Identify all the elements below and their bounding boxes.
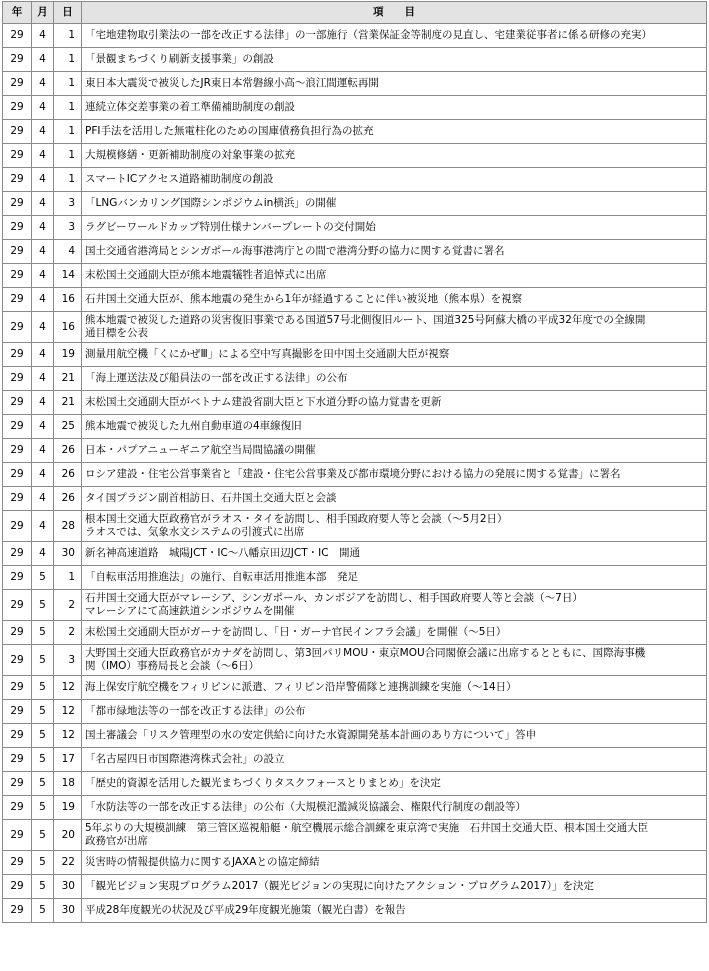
item-cell — [82, 851, 707, 875]
table-row — [3, 875, 707, 899]
day-cell: 16 — [54, 312, 82, 343]
month-cell: 4 — [32, 144, 54, 168]
month-cell: 4 — [32, 96, 54, 120]
item-text-line: 「自転車活用推進法」の施行、自転車活用推進本部 発足 — [85, 571, 358, 583]
item-text-line: 大野国土交通大臣政務官がカナダを訪問し、第3回パリMOU・東京MOU合同閣僚会議に出席するとともに、国際海事機 — [85, 647, 646, 659]
day-cell: 1 — [54, 168, 82, 192]
month-cell: 5 — [32, 700, 54, 724]
table-row — [3, 796, 707, 820]
year-cell: 29 — [3, 590, 32, 621]
month-cell: 4 — [32, 264, 54, 288]
day-cell: 14 — [54, 264, 82, 288]
month-cell: 5 — [32, 875, 54, 899]
item-cell — [82, 772, 707, 796]
item-cell — [82, 511, 707, 542]
year-cell: 29 — [3, 48, 32, 72]
item-cell — [82, 24, 707, 48]
day-cell: 22 — [54, 851, 82, 875]
day-cell: 1 — [54, 72, 82, 96]
table-row — [3, 192, 707, 216]
year-cell: 29 — [3, 120, 32, 144]
item-cell — [82, 415, 707, 439]
month-cell: 4 — [32, 511, 54, 542]
item-cell — [82, 439, 707, 463]
item-cell — [82, 590, 707, 621]
chronology-table — [2, 1, 707, 923]
table-row — [3, 312, 707, 343]
item-text-line: 政務官が出席 — [85, 835, 148, 847]
month-cell: 5 — [32, 899, 54, 923]
item-cell — [82, 391, 707, 415]
day-cell: 28 — [54, 511, 82, 542]
month-cell: 4 — [32, 240, 54, 264]
day-cell: 1 — [54, 144, 82, 168]
month-cell: 4 — [32, 439, 54, 463]
month-cell: 4 — [32, 391, 54, 415]
month-cell: 4 — [32, 487, 54, 511]
item-cell — [82, 724, 707, 748]
item-text-line: 「都市緑地法等の一部を改正する法律」の公布 — [85, 705, 306, 717]
item-text-line: 末松国土交通副大臣がベトナム建設省副大臣と下水道分野の協力覚書を更新 — [85, 396, 442, 408]
item-text-line: 「宅地建物取引業法の一部を改正する法律」の一部施行（営業保証金等制度の見直し、宅建業従事者に係る研修の充実） — [85, 29, 652, 41]
table-row — [3, 343, 707, 367]
table-row — [3, 700, 707, 724]
table-row — [3, 439, 707, 463]
table-row — [3, 72, 707, 96]
item-cell — [82, 120, 707, 144]
table-row — [3, 367, 707, 391]
item-cell — [82, 144, 707, 168]
table-row — [3, 415, 707, 439]
month-cell: 5 — [32, 772, 54, 796]
item-text-line: 日本・パプアニューギニア航空当局間協議の開催 — [85, 444, 316, 456]
month-cell: 4 — [32, 24, 54, 48]
month-cell: 4 — [32, 168, 54, 192]
day-cell: 3 — [54, 216, 82, 240]
year-cell: 29 — [3, 621, 32, 645]
day-cell: 20 — [54, 820, 82, 851]
table-row — [3, 391, 707, 415]
item-text-line: 国土審議会「リスク管理型の水の安定供給に向けた水資源開発基本計画のあり方について」答申 — [85, 729, 537, 741]
day-cell: 1 — [54, 96, 82, 120]
year-cell: 29 — [3, 566, 32, 590]
item-text-line: 「歴史的資源を活用した観光まちづくりタスクフォースとりまとめ」を決定 — [85, 777, 441, 789]
day-cell: 19 — [54, 343, 82, 367]
year-cell: 29 — [3, 24, 32, 48]
item-cell — [82, 820, 707, 851]
year-cell: 29 — [3, 645, 32, 676]
table-row — [3, 899, 707, 923]
day-cell: 17 — [54, 748, 82, 772]
table-row — [3, 511, 707, 542]
month-cell: 5 — [32, 796, 54, 820]
item-cell — [82, 463, 707, 487]
month-cell: 5 — [32, 724, 54, 748]
table-row — [3, 144, 707, 168]
table-row — [3, 168, 707, 192]
year-cell: 29 — [3, 542, 32, 566]
item-text-line: 石井国土交通大臣がマレーシア、シンガポール、カンボジアを訪問し、相手国政府要人等と会談（〜7日） — [85, 592, 583, 604]
item-text-line: 連続立体交差事業の着工準備補助制度の創設 — [85, 101, 295, 113]
day-cell: 1 — [54, 24, 82, 48]
year-cell: 29 — [3, 851, 32, 875]
item-text-line: 通目標を公表 — [85, 327, 148, 339]
year-cell: 29 — [3, 748, 32, 772]
day-cell: 21 — [54, 391, 82, 415]
year-cell: 29 — [3, 439, 32, 463]
month-cell: 5 — [32, 621, 54, 645]
item-text-line: 熊本地震で被災した九州自動車道の4車線復旧 — [85, 420, 302, 432]
item-text-line: 「水防法等の一部を改正する法律」の公布（大規模氾濫減災協議会、権限代行制度の創設等） — [85, 801, 526, 813]
item-text-line: 測量用航空機「くにかぜⅢ」による空中写真撮影を田中国土交通副大臣が視察 — [85, 348, 450, 360]
month-cell: 4 — [32, 48, 54, 72]
year-cell: 29 — [3, 288, 32, 312]
day-cell: 12 — [54, 676, 82, 700]
table-row — [3, 96, 707, 120]
day-cell: 30 — [54, 899, 82, 923]
table-row — [3, 851, 707, 875]
month-cell: 4 — [32, 120, 54, 144]
year-cell: 29 — [3, 511, 32, 542]
day-cell: 18 — [54, 772, 82, 796]
table-row — [3, 487, 707, 511]
table-row — [3, 120, 707, 144]
item-cell — [82, 312, 707, 343]
day-cell: 1 — [54, 120, 82, 144]
item-text-line: 「名古屋四日市国際港湾株式会社」の設立 — [85, 753, 285, 765]
year-cell: 29 — [3, 216, 32, 240]
year-cell: 29 — [3, 676, 32, 700]
table-header-row — [3, 2, 707, 24]
table-row — [3, 590, 707, 621]
item-cell — [82, 700, 707, 724]
year-cell: 29 — [3, 312, 32, 343]
year-cell: 29 — [3, 700, 32, 724]
month-cell: 5 — [32, 645, 54, 676]
table-row — [3, 820, 707, 851]
year-cell: 29 — [3, 168, 32, 192]
item-text-line: タイ国プラジン副首相訪日、石井国土交通大臣と会談 — [85, 492, 337, 504]
year-cell: 29 — [3, 264, 32, 288]
year-cell: 29 — [3, 240, 32, 264]
day-cell: 21 — [54, 367, 82, 391]
item-text-line: 東日本大震災で被災したJR東日本常磐線小高〜浪江間運転再開 — [85, 77, 379, 89]
table-row — [3, 645, 707, 676]
year-cell: 29 — [3, 192, 32, 216]
day-cell: 3 — [54, 192, 82, 216]
month-cell: 4 — [32, 192, 54, 216]
item-text-line: スマートICアクセス道路補助制度の創設 — [85, 173, 274, 185]
item-text-line: 「海上運送法及び船員法の一部を改正する法律」の公布 — [85, 372, 348, 384]
table-row — [3, 621, 707, 645]
day-cell: 30 — [54, 542, 82, 566]
year-cell: 29 — [3, 487, 32, 511]
table-row — [3, 216, 707, 240]
month-cell: 4 — [32, 367, 54, 391]
item-cell — [82, 621, 707, 645]
table-row — [3, 676, 707, 700]
year-cell: 29 — [3, 343, 32, 367]
item-text-line: 新名神高速道路 城陽JCT・IC〜八幡京田辺JCT・IC 開通 — [85, 547, 361, 559]
day-cell: 26 — [54, 463, 82, 487]
day-cell: 26 — [54, 487, 82, 511]
item-cell — [82, 796, 707, 820]
day-cell: 26 — [54, 439, 82, 463]
table-row — [3, 748, 707, 772]
table-row — [3, 463, 707, 487]
year-cell: 29 — [3, 144, 32, 168]
year-cell: 29 — [3, 820, 32, 851]
item-text-line: 根本国土交通大臣政務官がラオス・タイを訪問し、相手国政府要人等と会談（〜5月2日） — [85, 513, 508, 525]
month-cell: 5 — [32, 820, 54, 851]
month-cell: 4 — [32, 463, 54, 487]
year-cell: 29 — [3, 772, 32, 796]
item-cell — [82, 168, 707, 192]
year-cell: 29 — [3, 415, 32, 439]
item-cell — [82, 240, 707, 264]
day-cell: 1 — [54, 48, 82, 72]
table-row — [3, 24, 707, 48]
month-cell: 4 — [32, 343, 54, 367]
header-item: 項 目 — [82, 2, 707, 24]
year-cell: 29 — [3, 724, 32, 748]
item-cell — [82, 72, 707, 96]
day-cell: 2 — [54, 621, 82, 645]
day-cell: 12 — [54, 700, 82, 724]
item-cell — [82, 875, 707, 899]
item-cell — [82, 899, 707, 923]
item-text-line: 災害時の情報提供協力に関するJAXAとの協定締結 — [85, 856, 320, 868]
month-cell: 5 — [32, 851, 54, 875]
day-cell: 4 — [54, 240, 82, 264]
item-cell — [82, 676, 707, 700]
year-cell: 29 — [3, 875, 32, 899]
item-text-line: 関（IMO）事務局長と会談（〜6日） — [85, 660, 260, 672]
table-row — [3, 724, 707, 748]
item-cell — [82, 48, 707, 72]
item-text-line: ロシア建設・住宅公営事業省と「建設・住宅公営事業及び都市環境分野における協力の発展に関する覚書」に署名 — [85, 468, 621, 480]
table-row — [3, 240, 707, 264]
day-cell: 3 — [54, 645, 82, 676]
year-cell: 29 — [3, 463, 32, 487]
header-day: 日 — [54, 2, 82, 24]
item-cell — [82, 542, 707, 566]
month-cell: 4 — [32, 72, 54, 96]
item-cell — [82, 264, 707, 288]
item-cell — [82, 192, 707, 216]
header-year: 年 — [3, 2, 32, 24]
item-text-line: ラグビーワールドカップ特別仕様ナンバープレートの交付開始 — [85, 221, 376, 233]
table-row — [3, 772, 707, 796]
day-cell: 1 — [54, 566, 82, 590]
item-text-line: 「景観まちづくり刷新支援事業」の創設 — [85, 53, 274, 65]
header-month: 月 — [32, 2, 54, 24]
item-cell — [82, 288, 707, 312]
item-cell — [82, 216, 707, 240]
item-text-line: 熊本地震で被災した道路の災害復旧事業である国道57号北側復旧ルート、国道325号阿蘇大橋の平成32年度での全線開 — [85, 314, 646, 326]
item-text-line: マレーシアにて高速鉄道シンポジウムを開催 — [85, 605, 295, 617]
item-cell — [82, 96, 707, 120]
item-text-line: 5年ぶりの大規模訓練 第三管区巡視船艇・航空機展示総合訓練を東京湾で実施 石井国土交通大臣、根本国土交通大臣 — [85, 822, 649, 834]
day-cell: 16 — [54, 288, 82, 312]
day-cell: 19 — [54, 796, 82, 820]
item-cell — [82, 748, 707, 772]
item-cell — [82, 487, 707, 511]
year-cell: 29 — [3, 367, 32, 391]
month-cell: 4 — [32, 542, 54, 566]
day-cell: 30 — [54, 875, 82, 899]
table-row — [3, 542, 707, 566]
item-text-line: 「観光ビジョン実現プログラム2017（観光ビジョンの実現に向けたアクション・プログラム2017）」を決定 — [85, 880, 595, 892]
month-cell: 4 — [32, 312, 54, 343]
item-text-line: 大規模修繕・更新補助制度の対象事業の拡充 — [85, 149, 295, 161]
table-row — [3, 566, 707, 590]
month-cell: 4 — [32, 415, 54, 439]
item-text-line: 「LNGバンカリング国際シンポジウムin横浜」の開催 — [85, 197, 337, 209]
month-cell: 4 — [32, 216, 54, 240]
item-text-line: PFI手法を活用した無電柱化のための国庫債務負担行為の拡充 — [85, 125, 374, 137]
year-cell: 29 — [3, 796, 32, 820]
item-text-line: ラオスでは、気象水文システムの引渡式に出席 — [85, 526, 305, 538]
month-cell: 5 — [32, 748, 54, 772]
item-text-line: 末松国土交通副大臣が熊本地震犠牲者追悼式に出席 — [85, 269, 327, 281]
item-text-line: 平成28年度観光の状況及び平成29年度観光施策（観光白書）を報告 — [85, 904, 406, 916]
month-cell: 5 — [32, 676, 54, 700]
month-cell: 5 — [32, 590, 54, 621]
month-cell: 5 — [32, 566, 54, 590]
table-row — [3, 288, 707, 312]
item-text-line: 石井国土交通大臣が、熊本地震の発生から1年が経過することに伴い被災地（熊本県）を視察 — [85, 293, 523, 305]
item-text-line: 国土交通省港湾局とシンガポール海事港湾庁との間で港湾分野の協力に関する覚書に署名 — [85, 245, 505, 257]
month-cell: 4 — [32, 288, 54, 312]
item-cell — [82, 566, 707, 590]
year-cell: 29 — [3, 899, 32, 923]
table-row — [3, 264, 707, 288]
day-cell: 25 — [54, 415, 82, 439]
table-row — [3, 48, 707, 72]
item-text-line: 海上保安庁航空機をフィリピンに派遣、フィリピン沿岸警備隊と連携訓練を実施（〜14日） — [85, 681, 517, 693]
item-cell — [82, 645, 707, 676]
day-cell: 12 — [54, 724, 82, 748]
year-cell: 29 — [3, 96, 32, 120]
year-cell: 29 — [3, 72, 32, 96]
item-cell — [82, 367, 707, 391]
year-cell: 29 — [3, 391, 32, 415]
item-text-line: 末松国土交通副大臣がガーナを訪問し、「日・ガーナ官民インフラ会議」を開催（〜5日） — [85, 626, 507, 638]
day-cell: 2 — [54, 590, 82, 621]
item-cell — [82, 343, 707, 367]
